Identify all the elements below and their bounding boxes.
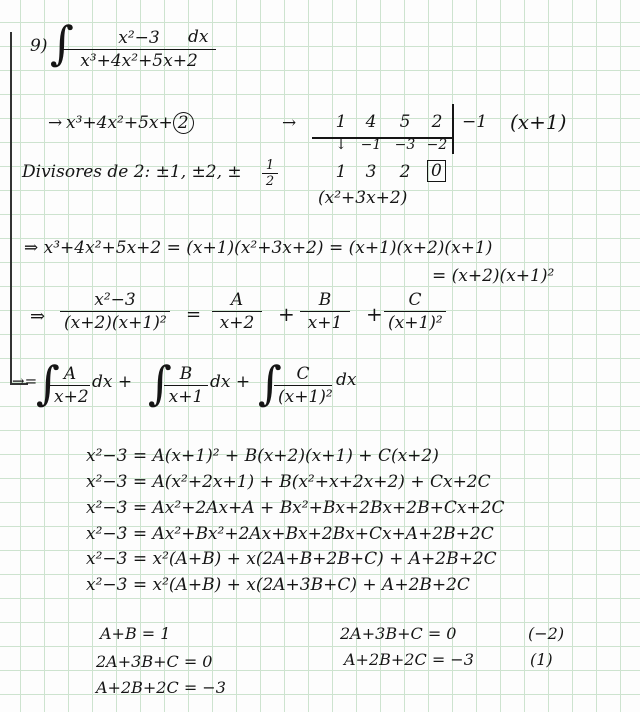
ruffini-r2-c1: ↓ xyxy=(335,137,347,153)
problem-number: 9) xyxy=(30,36,48,56)
partial-plus-1: + xyxy=(278,302,295,326)
split-a-dx: dx + xyxy=(92,372,133,392)
margin-bracket-line xyxy=(10,32,12,384)
circled-constant: 2 xyxy=(173,112,194,134)
split-c-den: (x+1)² xyxy=(274,385,332,407)
ruffini-r3-c3: 2 xyxy=(399,162,411,182)
split-a-den: x+2 xyxy=(50,385,90,407)
ruffini-r3-c1: 1 xyxy=(335,162,347,182)
partial-c xyxy=(384,290,446,333)
partial-a-num: A xyxy=(230,290,244,310)
ruffini-r2-c2: −1 xyxy=(360,137,382,153)
system-right-eq-2: A+2B+2C = −3 xyxy=(344,650,474,669)
partial-lhs-num: x²−3 xyxy=(94,290,136,310)
ruffini-r1-c2: 4 xyxy=(365,112,377,132)
partial-lhs-den: (x+2)(x+1)² xyxy=(60,311,170,333)
expansion-line-5: x²−3 = x²(A+B) + x(2A+B+2B+C) + A+2B+2C xyxy=(86,549,497,569)
integral-sign: ∫ xyxy=(50,16,74,70)
ruffini-root: −1 xyxy=(462,112,488,132)
split-c-dx: dx xyxy=(336,370,357,390)
ruffini-r2-c3: −3 xyxy=(394,137,416,153)
system-left-eq-2: 2A+3B+C = 0 xyxy=(96,652,213,671)
expansion-line-1: x²−3 = A(x+1)² + B(x+2)(x+1) + C(x+2) xyxy=(86,446,439,466)
divisors-half xyxy=(262,158,278,189)
split-b-den: x+1 xyxy=(164,385,208,407)
split-c-num: C xyxy=(296,364,310,384)
partial-lhs xyxy=(60,290,170,333)
partial-b xyxy=(300,290,350,333)
system-right-mult-2: (1) xyxy=(530,650,553,669)
step1-arrow-right: → xyxy=(282,113,297,133)
factorization-line-1: ⇒ x³+4x²+5x+2 = (x+1)(x²+3x+2) = (x+1)(x+2)(x+1) xyxy=(24,238,493,258)
ruffini-quotient: (x²+3x+2) xyxy=(318,188,408,208)
step1-arrow: → xyxy=(48,113,63,133)
divisors-half-num: 1 xyxy=(265,158,275,173)
ruffini-r3-c2: 3 xyxy=(365,162,377,182)
ruffini-factor: (x+1) xyxy=(510,110,567,134)
problem-dx: dx xyxy=(188,27,209,47)
split-b-dx: dx + xyxy=(210,372,251,392)
factorization-line-2: = (x+2)(x+1)² xyxy=(432,266,555,286)
partial-b-den: x+1 xyxy=(300,311,350,333)
system-left-eq-1: A+B = 1 xyxy=(100,624,171,643)
integrand-denominator: x³+4x²+5x+2 xyxy=(62,49,216,71)
ruffini-r1-c4: 2 xyxy=(431,112,443,132)
system-right-eq-1: 2A+3B+C = 0 xyxy=(340,624,457,643)
system-right-mult-1: (−2) xyxy=(528,624,565,643)
partial-c-den: (x+1)² xyxy=(384,311,446,333)
step1-polynomial xyxy=(66,113,194,133)
partial-c-num: C xyxy=(408,290,422,310)
split-a-num: A xyxy=(63,364,77,384)
expansion-line-2: x²−3 = A(x²+2x+1) + B(x²+x+2x+2) + Cx+2C xyxy=(86,472,491,492)
expansion-line-4: x²−3 = Ax²+Bx²+2Ax+Bx+2Bx+Cx+A+2B+2C xyxy=(86,524,494,544)
split-prefix: →= xyxy=(12,372,38,390)
integral-sign-1: ∫ xyxy=(36,356,60,410)
ruffini-r2-c4: −2 xyxy=(426,137,448,153)
divisors-half-den: 2 xyxy=(262,173,278,189)
ruffini-r1-c3: 5 xyxy=(399,112,411,132)
partial-equals: = xyxy=(186,304,202,325)
ruffini-remainder-box xyxy=(427,161,446,181)
step1-poly-prefix: x³+4x²+5x+ xyxy=(66,113,173,133)
split-term-c xyxy=(274,364,332,407)
divisors-text: Divisores de 2: ±1, ±2, ± xyxy=(22,162,242,182)
split-term-a xyxy=(50,364,90,407)
partial-a xyxy=(212,290,262,333)
partial-plus-2: + xyxy=(366,302,383,326)
expansion-line-3: x²−3 = Ax²+2Ax+A + Bx²+Bx+2Bx+2B+Cx+2C xyxy=(86,498,505,518)
split-b-num: B xyxy=(179,364,193,384)
integral-sign-2: ∫ xyxy=(148,356,172,410)
integrand-numerator: x²−3 xyxy=(118,28,160,48)
split-term-b xyxy=(164,364,208,407)
ruffini-r1-c1: 1 xyxy=(335,112,347,132)
system-left-eq-3: A+2B+2C = −3 xyxy=(96,678,226,697)
ruffini-vertical-rule xyxy=(452,104,454,154)
integral-sign-3: ∫ xyxy=(258,356,282,410)
partial-b-num: B xyxy=(318,290,332,310)
partial-a-den: x+2 xyxy=(212,311,262,333)
partial-arrow: ⇒ xyxy=(30,306,46,327)
ruffini-remainder: 0 xyxy=(427,160,446,182)
expansion-line-6: x²−3 = x²(A+B) + x(2A+3B+C) + A+2B+2C xyxy=(86,575,470,595)
